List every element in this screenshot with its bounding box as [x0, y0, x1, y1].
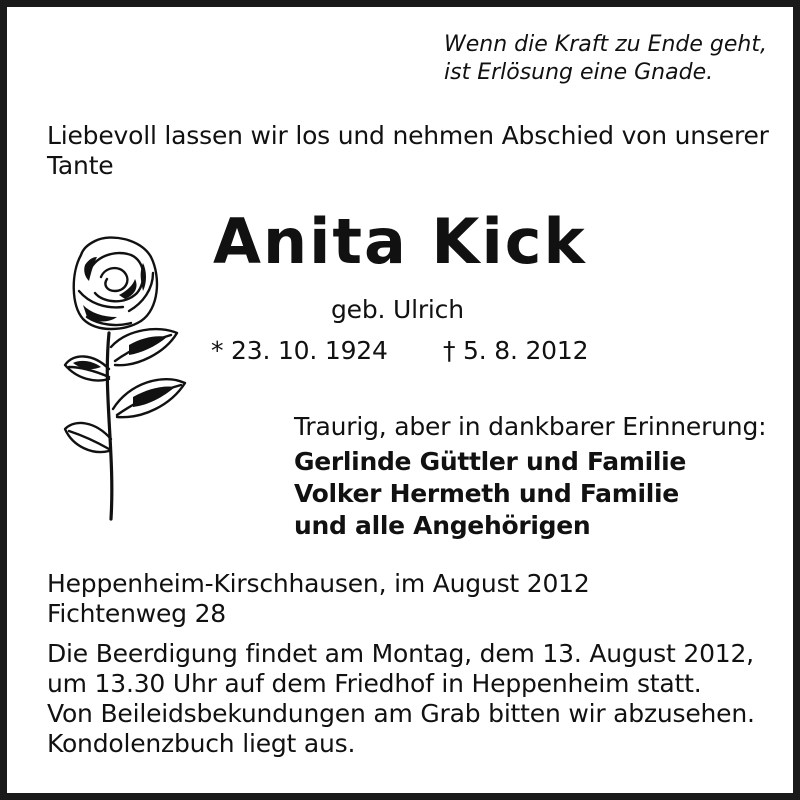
mourner-name: Volker Hermeth und Familie: [294, 479, 679, 508]
funeral-line-1: Die Beerdigung findet am Montag, dem 13. August 2012,: [47, 639, 754, 668]
birth-date: * 23. 10. 1924: [211, 336, 388, 365]
birth-name: geb. Ulrich: [331, 295, 464, 324]
funeral-line-4: Kondolenzbuch liegt aus.: [47, 729, 356, 758]
intro-line-1: Liebevoll lassen wir los und nehmen Abschied von unserer: [47, 121, 769, 150]
funeral-line-2: um 13.30 Uhr auf dem Friedhof in Heppenheim statt.: [47, 669, 702, 698]
place-date-line: Heppenheim-Kirschhausen, im August 2012: [47, 569, 590, 598]
deceased-name: Anita Kick: [213, 205, 587, 278]
address-line: Fichtenweg 28: [47, 599, 226, 628]
death-date: † 5. 8. 2012: [443, 336, 589, 365]
mourner-name: Gerlinde Güttler und Familie: [294, 447, 687, 476]
motto-line-2: ist Erlösung eine Gnade.: [444, 60, 714, 85]
mourner-name: und alle Angehörigen: [294, 511, 591, 540]
motto-line-1: Wenn die Kraft zu Ende geht,: [444, 32, 767, 57]
funeral-line-3: Von Beileidsbekundungen am Grab bitten wir abzusehen.: [47, 699, 755, 728]
mourners-intro: Traurig, aber in dankbarer Erinnerung:: [294, 412, 767, 441]
intro-line-2: Tante: [47, 151, 114, 180]
rose-icon: [59, 233, 191, 523]
